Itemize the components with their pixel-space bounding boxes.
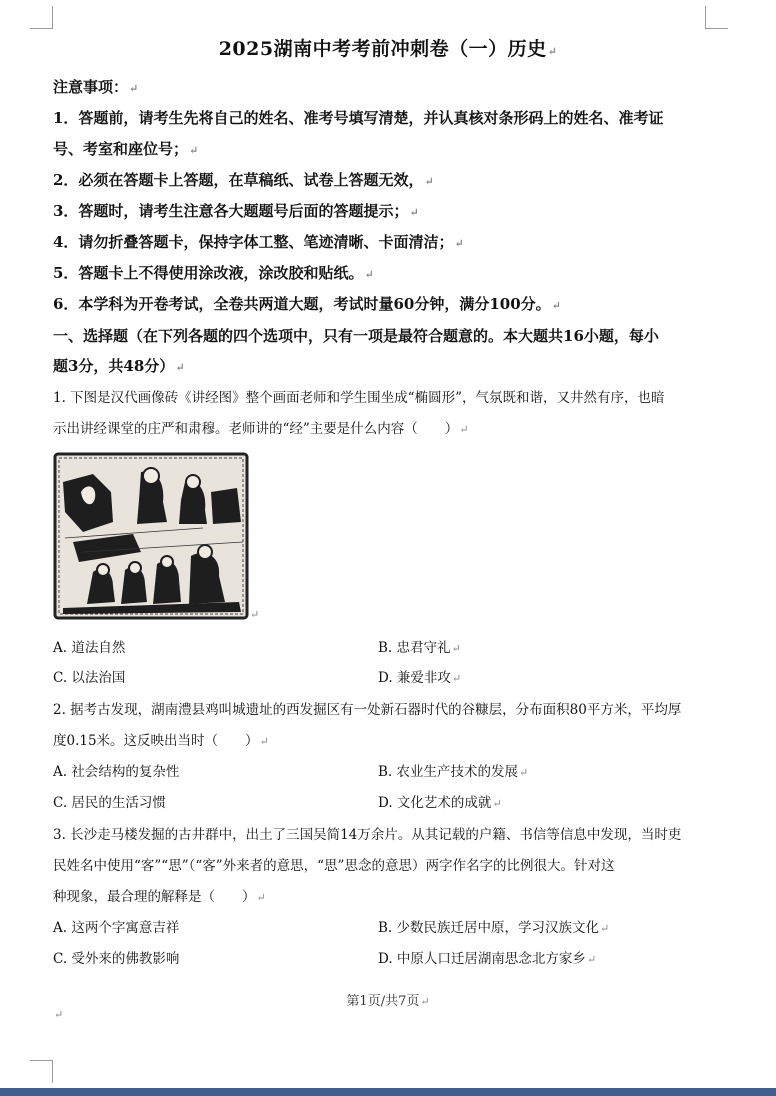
option-d: D. 兼爱非攻↵ [378, 670, 462, 686]
notice-heading: 注意事项：↵ [53, 78, 139, 96]
option-d: D. 文化艺术的成就↵ [378, 795, 502, 811]
option-a: A. 这两个字寓意吉祥 [53, 920, 180, 936]
option-c: C. 受外来的佛教影响 [53, 951, 180, 967]
option-b: B. 少数民族迁居中原，学习汉族文化↵ [378, 920, 610, 936]
question-2-text: 度0.15米。这反映出当时（ ）↵ [53, 733, 269, 749]
question-3-text: 种现象，最合理的解释是（ ）↵ [53, 889, 266, 905]
option-a: A. 社会结构的复杂性 [53, 764, 180, 780]
question-1-text: 示出讲经课堂的庄严和肃穆。老师讲的“经”主要是什么内容（ ）↵ [53, 421, 469, 437]
corner-mark [705, 6, 728, 29]
option-c: C. 居民的生活习惯 [53, 795, 166, 811]
question-3-text: 民姓名中使用“客”“思”（“客”外来者的意思，“思”思念的意思）两字作名字的比例很大。针对这 [53, 858, 615, 874]
question-3-text: 3. 长沙走马楼发掘的古井群中，出土了三国吴简14万余片。从其记载的户籍、书信等信息中发现，当时吏 [53, 827, 682, 843]
section-heading: 一、选择题（在下列各题的四个选项中，只有一项是最符合题意的。本大题共16小题，每小 [53, 327, 659, 345]
option-d: D. 中原人口迁居湖南思念北方家乡↵ [378, 951, 597, 967]
notice-item: 1．答题前，请考生先将自己的姓名、准考号填写清楚，并认真核对条形码上的姓名、准考证 [53, 109, 664, 127]
question-2-text: 2. 据考古发现，湖南澧县鸡叫城遗址的西发掘区有一处新石器时代的谷糠层，分布面积80平方米，平均厚 [53, 702, 682, 718]
corner-mark [30, 6, 53, 29]
notice-item: 2．必须在答题卡上答题，在草稿纸、试卷上答题无效，↵ [53, 171, 434, 189]
corner-mark [30, 1060, 53, 1083]
document-page: 2025湖南中考考前冲刺卷（一）历史↵ 注意事项：↵ 1．答题前，请考生先将自己的姓名、准考号填写清楚，并认真核对条形码上的姓名、准考证 号、考室和座位号；↵ 2．必须在答题卡上答题，在草稿纸、试卷上答题无效，↵ 3．答题时，请考生注意各大题题号后面的答题提示；↵ 4．请勿折叠答题卡，保持字体工整、笔迹清晰、卡面清洁；↵ 5．答题卡上不得使用涂改液，涂改胶和贴纸。↵ 6．本学科为开卷考试，全卷共两道大题，考试时量60分钟，满分100分。↵ 一、选择题（在下列各题的四个选项中，只有一项是最符合题意的。本大题共16小题，每小 题3分，共48分）↵ 1. 下图是汉代画像砖《讲经图》整个画面老师和学生围坐成“椭圆形”，气氛既和谐，又井然有序，也暗 示出讲经课堂的庄严和肃穆。老师讲的“经”主要是什么内容（ ）↵ ↵ A. 道法自然 B. 忠君守礼↵ C. 以法治国 D. 兼爱非攻↵ 2. 据考古发现，湖南澧县鸡叫城遗址的西发掘区有一处新石器时代的谷糠层，分布面积80平方米，平均厚 度0.15米。这反映出当时（ ）↵ A. 社会结构的复杂性 B. 农业生产技术的发展↵ C. 居民的生活习惯 D. 文化艺术的成就↵ 3. 长沙走马楼发掘的古井群中，出土了三国吴简14万余片。从其记载的户籍、书信等信息中发现，当时吏 民姓名中使用“客”“思”（“客”外来者的意思，“思”思念的意思）两字作名字的比例很大。针对这 种现象，最合理的解释是（ ）↵ A. 这两个字寓意吉祥 B. 少数民族迁居中原，学习汉族文化↵ C. 受外来的佛教影响 D. 中原人口迁居湖南思念北方家乡↵ 第1页/共7页↵ ↵ [0, 0, 776, 1088]
page-title: 2025湖南中考考前冲刺卷（一）历史↵ [218, 38, 558, 60]
notice-item: 3．答题时，请考生注意各大题题号后面的答题提示；↵ [53, 202, 419, 220]
section-heading: 题3分，共48分）↵ [53, 357, 185, 375]
notice-item: 4．请勿折叠答题卡，保持字体工整、笔迹清晰、卡面清洁；↵ [53, 233, 464, 251]
notice-item: 号、考室和座位号；↵ [53, 140, 199, 158]
page-footer: 第1页/共7页↵ [346, 994, 430, 1009]
notice-item: 6．本学科为开卷考试，全卷共两道大题，考试时量60分钟，满分100分。↵ [53, 295, 561, 313]
option-b: B. 忠君守礼↵ [378, 640, 461, 656]
lecture-relief-image [53, 452, 249, 620]
option-b: B. 农业生产技术的发展↵ [378, 764, 529, 780]
option-c: C. 以法治国 [53, 670, 126, 686]
notice-item: 5．答题卡上不得使用涂改液，涂改胶和贴纸。↵ [53, 264, 374, 282]
window-bottom-bar [0, 1088, 776, 1096]
question-1-text: 1. 下图是汉代画像砖《讲经图》整个画面老师和学生围坐成“椭圆形”，气氛既和谐，又井然有序，也暗 [53, 390, 665, 406]
option-a: A. 道法自然 [53, 640, 126, 656]
